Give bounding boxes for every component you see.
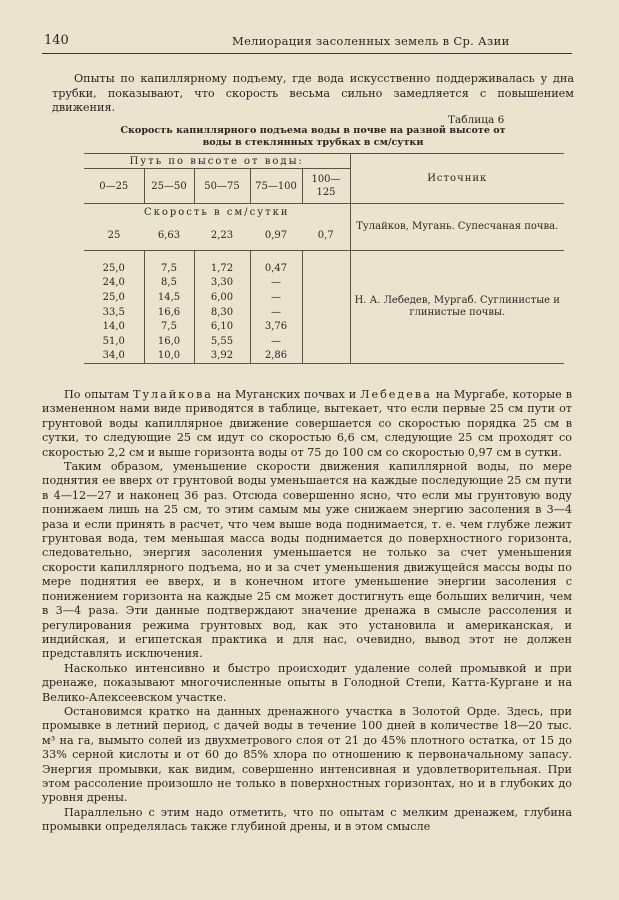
table-cell: 1,72: [194, 261, 250, 276]
table-cell: 7,5: [144, 261, 194, 276]
source-lebedev: Н. А. Лебедев, Мургаб. Суглинистые и глинистые почвы.: [350, 251, 564, 364]
table-cell: 0,97: [264, 229, 288, 241]
table-cell: 2,23: [210, 229, 234, 241]
intro-paragraph: [52, 72, 574, 116]
table-cell: —: [250, 276, 302, 291]
table-cell: 14,0: [102, 321, 125, 333]
table-cell: —: [250, 305, 302, 320]
path-header: Путь по высоте от воды:: [84, 154, 350, 169]
source-header: Источник: [350, 154, 564, 204]
table-cell: 3,30: [194, 276, 250, 291]
table-cell: 34,0: [102, 350, 125, 362]
source-tulaikov: Тулайков, Мугань. Супесчаная почва.: [350, 204, 564, 251]
table-cell: 7,5: [144, 319, 194, 334]
table-cell: 2,86: [250, 349, 302, 364]
table-cell: 10,0: [144, 349, 194, 364]
range-cell: 50—75: [194, 169, 250, 204]
table-cell: 6,63: [157, 229, 181, 241]
table-cell: 8,30: [194, 305, 250, 320]
paragraph: Насколько интенсивно и быстро происходит удаление солей промывкой и при дренаже, показывают многочисленные опыты в Голодной Степи, Катта-Кургане и на Велико-Алексеевском участке.: [42, 661, 572, 704]
table-cell: 0,47: [250, 261, 302, 276]
table-cell: 14,5: [144, 290, 194, 305]
page-header: [42, 31, 572, 54]
intro-text: Опыты по капиллярному подъему, где вода искусственно поддерживалась у дна трубки, показывают, что скорость весьма сильно замедляется с повышением движения.: [52, 72, 574, 114]
table-cell: 33,5: [102, 306, 125, 318]
table-cell: 5,55: [194, 334, 250, 349]
paragraph: Параллельно с этим надо отметить, что по опытам с мелким дренажем, глубина промывки определялась также глубиной дрены, и в этом смысле: [42, 805, 572, 834]
table-cell: 3,76: [250, 319, 302, 334]
table-cell: —: [250, 334, 302, 349]
table-cell: 8,5: [144, 276, 194, 291]
paragraph: Таким образом, уменьшение скорости движения капиллярной воды, по мере поднятия ее вверх от грунтовой воды уменьшается на каждые последующие 25 см пути в 4—12—27 и наконец 36 раз. Отсюда совершенно ясно, что если мы грунтовую воду понижаем лишь на 25 см, то этим самым мы уже снижаем энергию засоления в 3—4 раза и если принять в расчет, что чем выше вода поднимается, т. е. чем глубже лежит грунтовая вода, тем меньшая масса воды поднимается до поверхностного горизонта, следовательно, энергия засоления уменьшается не только за счет уменьшения скорости капиллярного подъема, но и за счет уменьшения движущейся массы воды по мере поднятия ее вверх, и в конечном итоге уменьшение энергии засоления с понижением горизонта на каждые 25 см может достигнуть еще больших величин, чем в 3—4 раза. Эти данные подтверждают значение дренажа в смысле рассоления и регулирования режима грунтовых вод, как это установила и американская, и индийская, и египетская практика и для нас, очевидно, вывод этот не должен представлять исключения.: [42, 460, 572, 661]
table-title: Скорость капиллярного подъема воды в почве на разной высоте от воды в стеклянных трубках в см/сутки: [120, 125, 506, 148]
range-cell: 0—25: [99, 180, 129, 192]
table-cell: 6,00: [194, 290, 250, 305]
paragraph: Остановимся кратко на данных дренажного участка в Золотой Орде. Здесь, при промывке в летний период, с дачей воды в течение 100 дней в количестве 18—20 тыс. м³ на га, вымыто солей из двухметрового слоя от 21 до 45% плотного остатка, от 15 до 33% серной кислоты и от 60 до 85% хлора по отношению к первоначальному запасу. Энергия промывки, как видим, совершенно интенсивная и удовлетворительная. При этом рассоление произошло не только в поверхностных горизонтах, но и в глубоких до уровня дрены.: [42, 704, 572, 805]
table-cell: 3,92: [194, 349, 250, 364]
range-cell: 75—100: [250, 169, 302, 204]
range-cell: 25—50: [144, 169, 194, 204]
running-title: Мелиорация засоленных земель в Ср. Азии: [232, 34, 510, 48]
table-label: Таблица 6: [448, 114, 505, 126]
capillary-rise-table: [84, 153, 564, 364]
table-cell: 25,0: [102, 291, 125, 303]
table-cell: 6,10: [194, 319, 250, 334]
table-cell: 0,7: [317, 229, 334, 241]
paragraph: По опытам Тулайкова на Муганских почвах и Лебедева на Мургабе, которые в измененном нами виде приводятся в таблице, вытекает, что если первые 25 см пути от грунтовой воды капиллярное движение совершается со скоростью порядка 25 см в сутки, то следующие 25 см идут со скоростью 6,6 см, следующие 25 см проходят со скоростью 2,2 см и выше горизонта воды от 75 до 100 см со скоростью 0,97 см в сутки.: [42, 388, 573, 459]
speed-header: Скорость в см/сутки: [143, 206, 290, 218]
table-cell: 25: [107, 229, 121, 241]
table-cell: 24,0: [102, 277, 125, 289]
table-cell: 16,6: [144, 305, 194, 320]
table-cell: —: [250, 290, 302, 305]
author-name: Лебедева: [360, 388, 432, 401]
page-number: 140: [44, 33, 69, 48]
range-cell: 100—125: [302, 169, 350, 204]
body-text: [42, 388, 572, 835]
table-cell: 25,0: [102, 262, 125, 274]
author-name: Тулайкова: [133, 388, 213, 401]
table-cell: 16,0: [144, 334, 194, 349]
table-cell: 51,0: [102, 335, 125, 347]
